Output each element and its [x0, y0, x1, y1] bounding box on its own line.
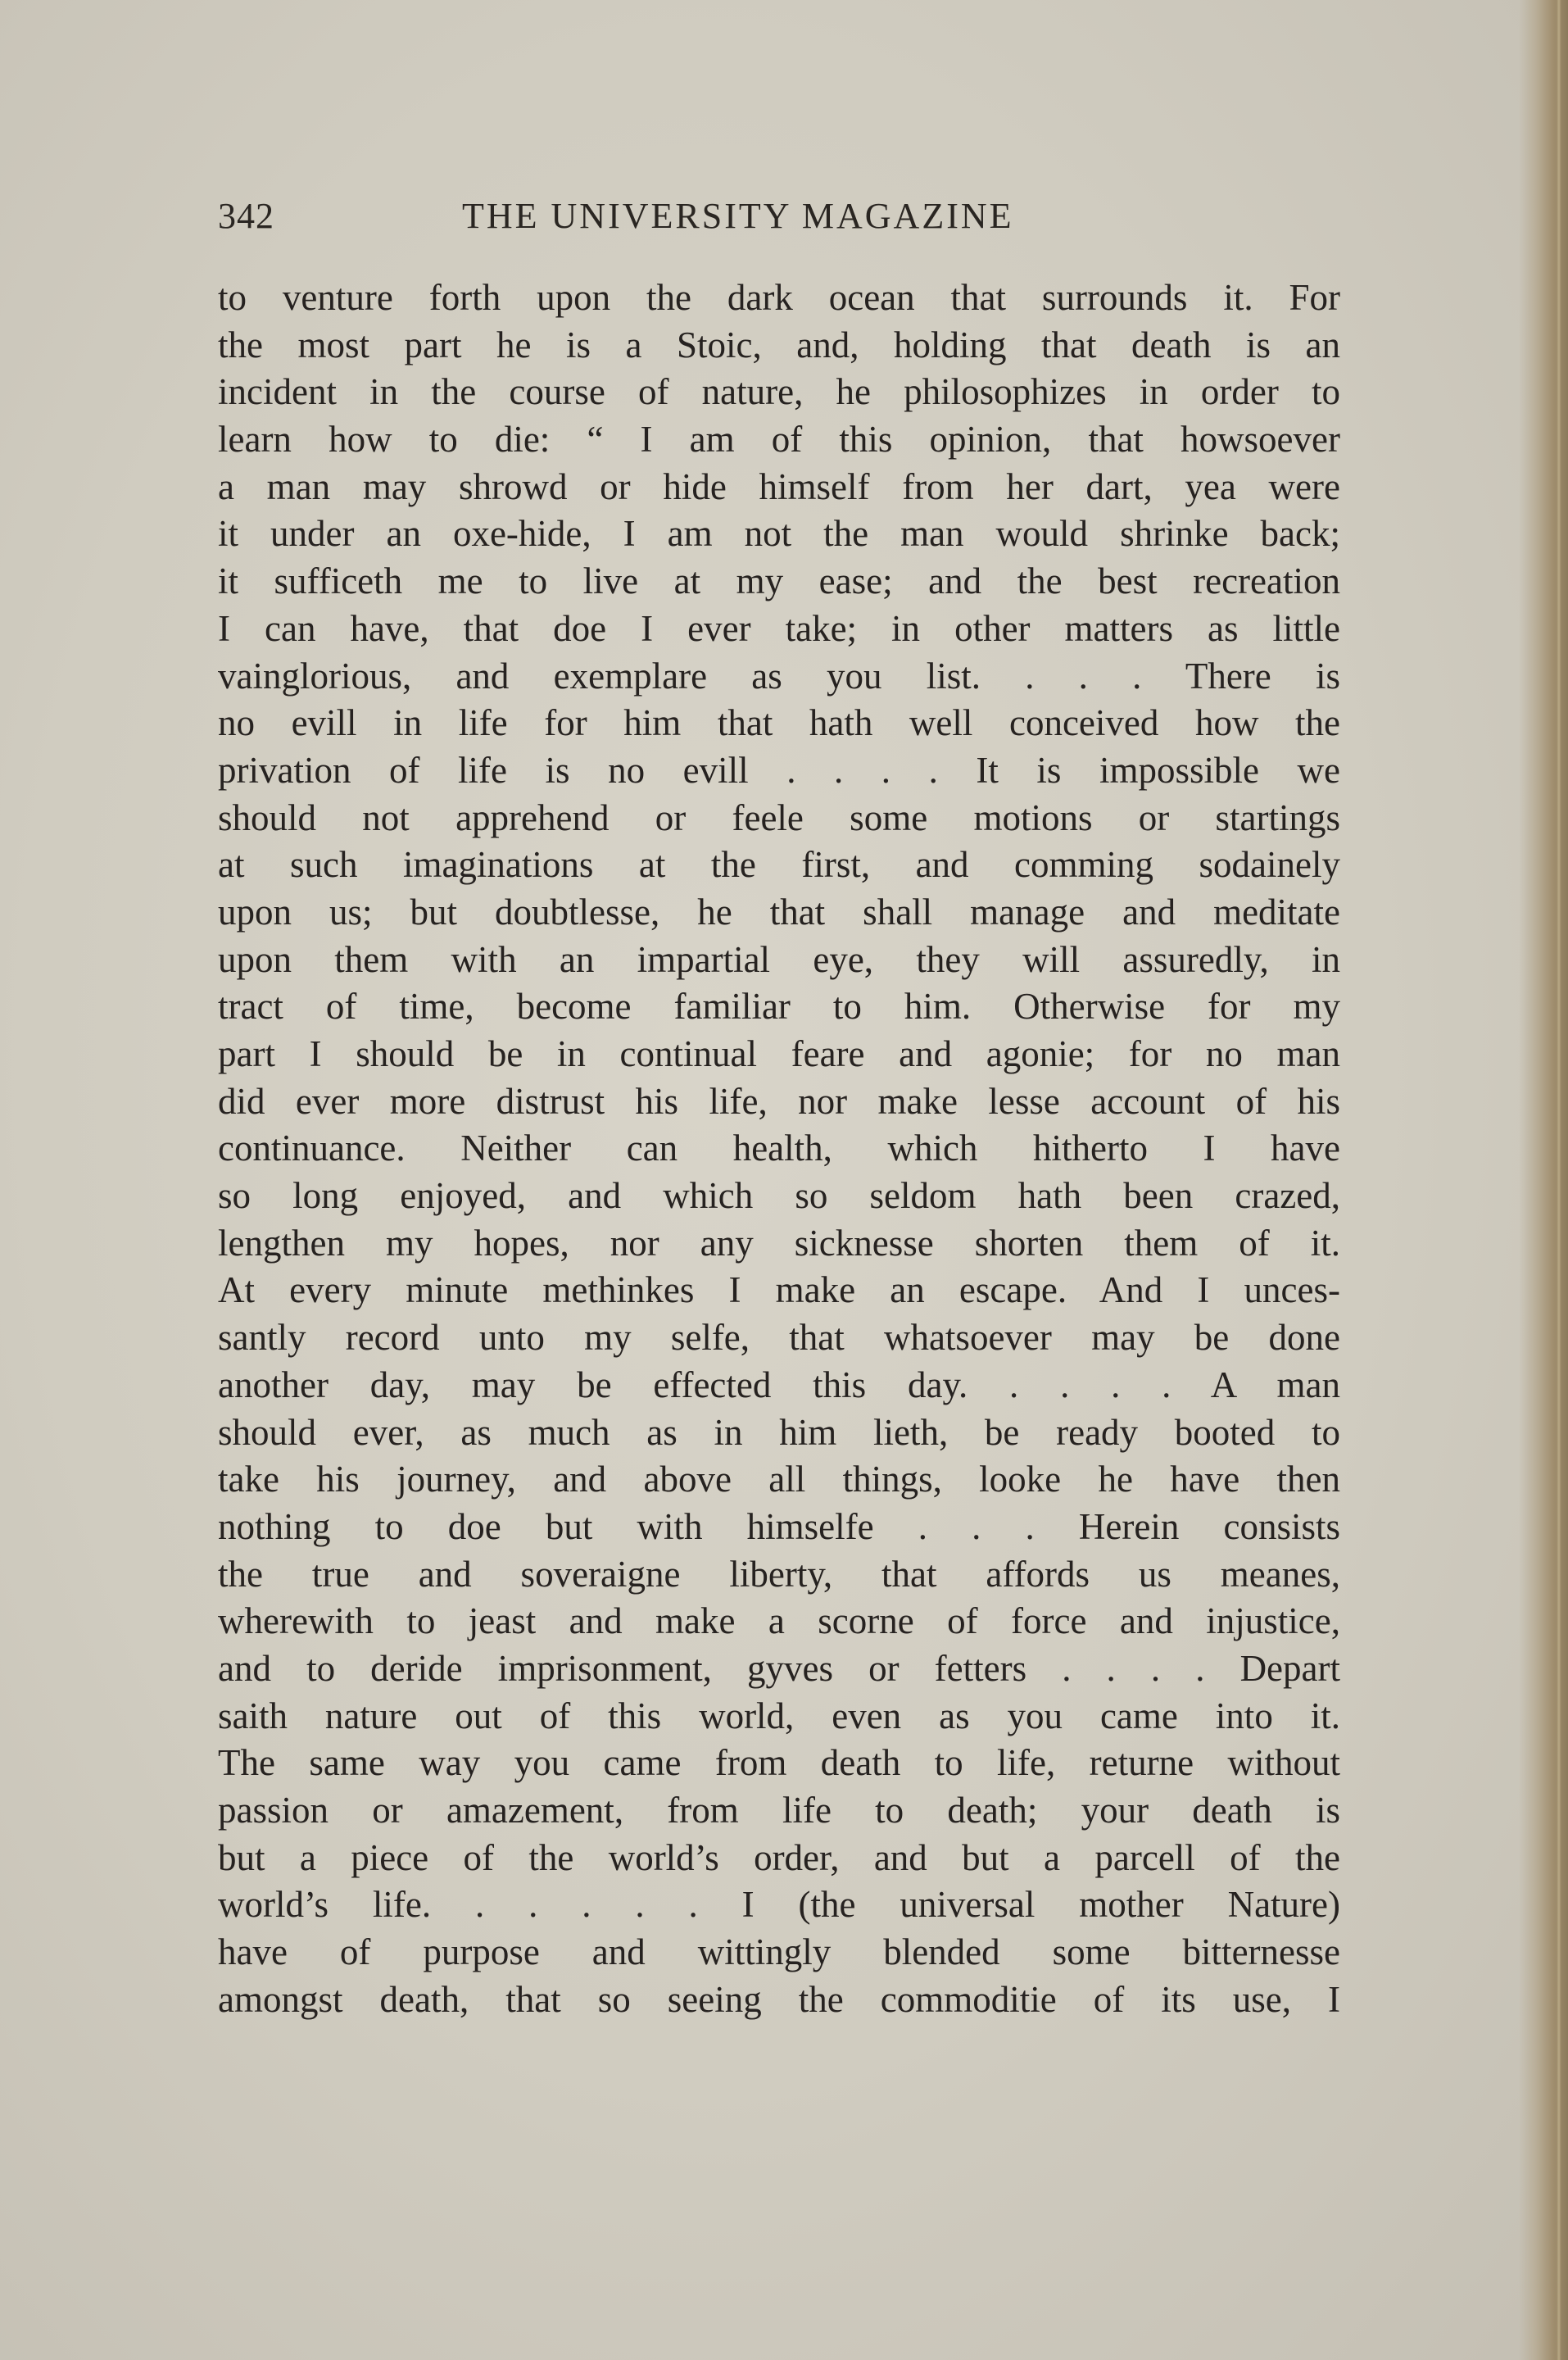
text-line: saith nature out of this world, even as you came into it. — [218, 1695, 1340, 1736]
text-line: to venture forth upon the dark ocean that surrounds it. For — [218, 277, 1340, 318]
text-line: world’s life. . . . . . I (the universal mother Nature) — [218, 1884, 1340, 1926]
text-line: passion or amazement, from life to death; your death is — [218, 1790, 1340, 1831]
text-line: the most part he is a Stoic, and, holding that death is an — [218, 324, 1340, 365]
text-line: at such imaginations at the first, and comming sodainely — [218, 844, 1340, 886]
text-line: it sufficeth me to live at my ease; and the best recreation — [218, 560, 1340, 602]
text-line: did ever more distrust his life, nor make lesse account of his — [218, 1080, 1340, 1122]
text-line: At every minute methinkes I make an escape. And I unces- — [218, 1269, 1340, 1311]
text-line: amongst death, that so seeing the commoditie of its use, I — [218, 1978, 1340, 2020]
book-spine-edge — [1557, 0, 1561, 2360]
page-header — [218, 195, 1332, 252]
text-line: upon us; but doubtlesse, he that shall manage and meditate — [218, 891, 1340, 933]
text-line: incident in the course of nature, he philosophizes in order to — [218, 371, 1340, 413]
text-line: lengthen my hopes, nor any sicknesse shorten them of it. — [218, 1222, 1340, 1264]
text-line: tract of time, become familiar to him. Otherwise for my — [218, 986, 1340, 1028]
text-line: should ever, as much as in him lieth, be ready booted to — [218, 1411, 1340, 1453]
text-line: wherewith to jeast and make a scorne of force and injustice, — [218, 1600, 1340, 1642]
text-line: learn how to die: “ I am of this opinion, that howsoever — [218, 419, 1340, 461]
text-line: but a piece of the world’s order, and but a parcell of the — [218, 1836, 1340, 1878]
text-line: I can have, that doe I ever take; in other matters as little — [218, 607, 1340, 649]
text-line: so long enjoyed, and which so seldom hath been crazed, — [218, 1175, 1340, 1217]
text-line: vainglorious, and exemplare as you list. . . . There is — [218, 655, 1340, 697]
text-line: have of purpose and wittingly blended some bitternesse — [218, 1931, 1340, 1973]
text-line: The same way you came from death to life, returne without — [218, 1742, 1340, 1784]
page-number: 342 — [218, 196, 274, 236]
text-line: should not apprehend or feele some motions or startings — [218, 796, 1340, 838]
text-line: and to deride imprisonment, gyves or fetters . . . . Depart — [218, 1647, 1340, 1689]
text-line: no evill in life for him that hath well conceived how the — [218, 702, 1340, 744]
body-text — [218, 275, 1340, 2023]
text-line: part I should be in continual feare and agonie; for no man — [218, 1033, 1340, 1074]
text-line: it under an oxe-hide, I am not the man would shrinke back; — [218, 513, 1340, 555]
text-line: nothing to doe but with himselfe . . . Herein consists — [218, 1505, 1340, 1547]
running-title: THE UNIVERSITY MAGAZINE — [462, 196, 1014, 236]
text-line: privation of life is no evill . . . . It is impossible we — [218, 749, 1340, 791]
text-line: upon them with an impartial eye, they will assuredly, in — [218, 938, 1340, 980]
text-line: continuance. Neither can health, which hitherto I have — [218, 1128, 1340, 1169]
text-line: the true and soveraigne liberty, that affords us meanes, — [218, 1553, 1340, 1595]
text-line: take his journey, and above all things, looke he have then — [218, 1459, 1340, 1500]
text-line: santly record unto my selfe, that whatsoever may be done — [218, 1317, 1340, 1359]
text-line: a man may shrowd or hide himself from her dart, yea were — [218, 465, 1340, 507]
text-line: another day, may be effected this day. . . . . A man — [218, 1364, 1340, 1405]
